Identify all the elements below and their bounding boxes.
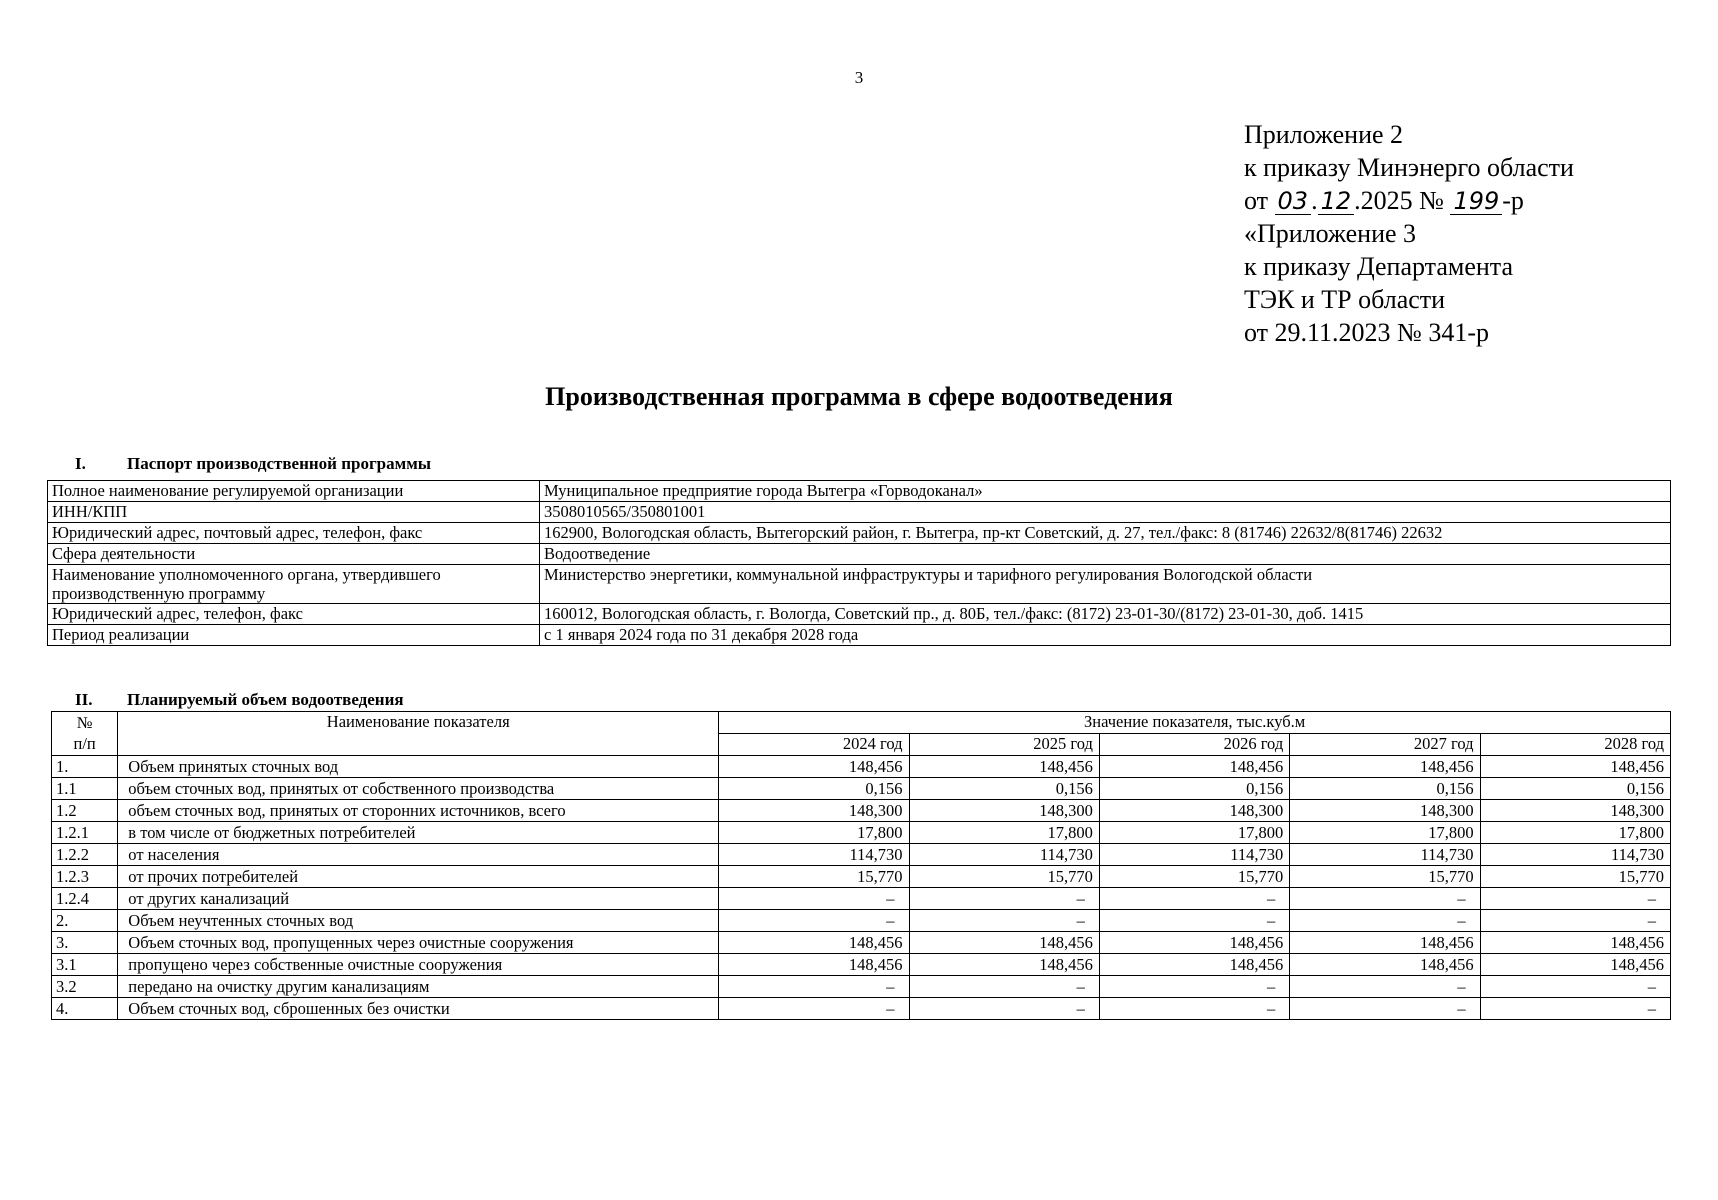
table-row <box>52 932 1671 954</box>
row-indicator-name: в том числе от бюджетных потребителей <box>118 822 719 844</box>
handwritten-day: 03 <box>1275 188 1312 215</box>
table-row <box>52 910 1671 932</box>
annex-date-prefix: от <box>1244 186 1275 215</box>
row-value: – <box>719 888 909 910</box>
row-indicator-name: объем сточных вод, принятых от сторонних источников, всего <box>118 800 719 822</box>
passport-label: Период реализации <box>48 625 540 646</box>
row-value: – <box>1290 910 1480 932</box>
row-value: 0,156 <box>909 778 1099 800</box>
row-number: 1.2.1 <box>52 822 118 844</box>
table-row <box>52 954 1671 976</box>
row-value: 114,730 <box>909 844 1099 866</box>
row-value: 148,456 <box>719 932 909 954</box>
passport-value: 3508010565/350801001 <box>540 502 1671 523</box>
volume-header-row <box>52 712 1671 734</box>
passport-row <box>48 625 1671 646</box>
row-value: 148,456 <box>1290 954 1480 976</box>
row-number: 1.2.4 <box>52 888 118 910</box>
annex-line-4: «Приложение 3 <box>1244 219 1417 248</box>
table-row <box>52 888 1671 910</box>
row-value: 0,156 <box>1099 778 1289 800</box>
row-value: 17,800 <box>1290 822 1480 844</box>
row-value: 148,300 <box>909 800 1099 822</box>
passport-label: Наименование уполномоченного органа, утвердившего производственную программу <box>48 565 540 604</box>
table-row <box>52 756 1671 778</box>
passport-value: 160012, Вологодская область, г. Вологда, Советский пр., д. 80Б, тел./факс: (8172) 23-01-30/(8172) 23-01-30, доб. 1415 <box>540 604 1671 625</box>
row-value: 114,730 <box>719 844 909 866</box>
row-value: 148,300 <box>1480 800 1670 822</box>
annex-line-1: Приложение 2 <box>1244 120 1404 149</box>
table-row <box>52 800 1671 822</box>
row-value: 148,456 <box>1099 932 1289 954</box>
col-header-year: 2025 год <box>909 734 1099 756</box>
passport-value: с 1 января 2024 года по 31 декабря 2028 года <box>540 625 1671 646</box>
section-1-title: Паспорт производственной программы <box>127 454 432 473</box>
row-value: 17,800 <box>1099 822 1289 844</box>
row-indicator-name: от населения <box>118 844 719 866</box>
row-indicator-name: от прочих потребителей <box>118 866 719 888</box>
row-number: 1.2.3 <box>52 866 118 888</box>
col-header-year: 2028 год <box>1480 734 1670 756</box>
row-value: 148,456 <box>719 756 909 778</box>
passport-label: Юридический адрес, телефон, факс <box>48 604 540 625</box>
section-2-title: Планируемый объем водоотведения <box>127 690 404 709</box>
row-number: 2. <box>52 910 118 932</box>
row-value: 148,456 <box>909 932 1099 954</box>
row-value: 15,770 <box>909 866 1099 888</box>
passport-value: Министерство энергетики, коммунальной инфраструктуры и тарифного регулирования Вологодской области <box>540 565 1671 604</box>
row-indicator-name: Объем сточных вод, сброшенных без очистки <box>118 998 719 1020</box>
row-value: 148,456 <box>1480 756 1670 778</box>
table-row <box>52 866 1671 888</box>
passport-value: Муниципальное предприятие города Вытегра «Горводоканал» <box>540 481 1671 502</box>
row-value: 0,156 <box>1290 778 1480 800</box>
section-2-number: II. <box>75 690 93 709</box>
row-value: – <box>1099 998 1289 1020</box>
section-1-number: I. <box>75 454 86 473</box>
row-value: 15,770 <box>1480 866 1670 888</box>
table-row <box>52 844 1671 866</box>
row-value: 148,300 <box>1290 800 1480 822</box>
row-value: 17,800 <box>1480 822 1670 844</box>
row-value: 114,730 <box>1099 844 1289 866</box>
col-header-number: № п/п <box>52 712 118 756</box>
row-indicator-name: объем сточных вод, принятых от собственного производства <box>118 778 719 800</box>
row-indicator-name: Объем сточных вод, пропущенных через очистные сооружения <box>118 932 719 954</box>
row-indicator-name: передано на очистку другим канализациям <box>118 976 719 998</box>
passport-row <box>48 523 1671 544</box>
row-number: 3. <box>52 932 118 954</box>
row-value: 148,456 <box>1290 932 1480 954</box>
row-value: 148,300 <box>1099 800 1289 822</box>
row-value: – <box>909 910 1099 932</box>
passport-row <box>48 502 1671 523</box>
annex-line-6: ТЭК и ТР области <box>1244 285 1446 314</box>
row-value: – <box>719 910 909 932</box>
row-value: – <box>719 976 909 998</box>
row-value: 15,770 <box>719 866 909 888</box>
passport-row <box>48 544 1671 565</box>
row-value: – <box>1290 976 1480 998</box>
row-value: 148,456 <box>719 954 909 976</box>
row-value: – <box>909 998 1099 1020</box>
row-value: – <box>1290 888 1480 910</box>
passport-label: Юридический адрес, почтовый адрес, телефон, факс <box>48 523 540 544</box>
row-indicator-name: Объем неучтенных сточных вод <box>118 910 719 932</box>
row-value: – <box>1480 998 1670 1020</box>
passport-label: Сфера деятельности <box>48 544 540 565</box>
row-value: 114,730 <box>1480 844 1670 866</box>
passport-value: Водоотведение <box>540 544 1671 565</box>
passport-label: Полное наименование регулируемой организации <box>48 481 540 502</box>
row-value: 148,456 <box>1099 756 1289 778</box>
handwritten-order-number: 199 <box>1450 188 1502 215</box>
row-number: 1.1 <box>52 778 118 800</box>
row-number: 4. <box>52 998 118 1020</box>
col-header-name: Наименование показателя <box>118 712 719 756</box>
row-value: – <box>1099 910 1289 932</box>
row-value: – <box>1290 998 1480 1020</box>
row-number: 1.2.2 <box>52 844 118 866</box>
row-value: 17,800 <box>719 822 909 844</box>
row-number: 3.2 <box>52 976 118 998</box>
row-number: 1.2 <box>52 800 118 822</box>
row-value: 15,770 <box>1290 866 1480 888</box>
annex-date-year: .2025 № <box>1354 186 1451 215</box>
row-indicator-name: от других канализаций <box>118 888 719 910</box>
passport-label: ИНН/КПП <box>48 502 540 523</box>
table-row <box>52 976 1671 998</box>
row-value: – <box>1480 976 1670 998</box>
page-number: 3 <box>854 68 864 87</box>
annex-line-2: к приказу Минэнерго области <box>1244 153 1574 182</box>
row-value: 114,730 <box>1290 844 1480 866</box>
row-value: – <box>1480 910 1670 932</box>
row-value: 148,456 <box>1480 954 1670 976</box>
passport-row <box>48 565 1671 604</box>
row-number: 3.1 <box>52 954 118 976</box>
row-value: 148,456 <box>909 954 1099 976</box>
col-header-year: 2027 год <box>1290 734 1480 756</box>
row-value: 148,456 <box>1480 932 1670 954</box>
section-1-heading <box>75 454 431 474</box>
passport-value: 162900, Вологодская область, Вытегорский район, г. Вытегра, пр-кт Советский, д. 27, тел./факс: 8 (81746) 22632/8(81746) 22632 <box>540 523 1671 544</box>
annex-line-7: от 29.11.2023 № 341-р <box>1244 318 1490 347</box>
row-value: 15,770 <box>1099 866 1289 888</box>
section-2-heading <box>75 690 404 710</box>
row-value: – <box>909 976 1099 998</box>
passport-row <box>48 481 1671 502</box>
row-value: 148,300 <box>719 800 909 822</box>
annex-date-sep: . <box>1311 186 1318 215</box>
annex-line-5: к приказу Департамента <box>1244 252 1514 281</box>
row-value: – <box>1480 888 1670 910</box>
annex-order-suffix: -р <box>1502 186 1524 215</box>
col-header-year: 2026 год <box>1099 734 1289 756</box>
row-value: 148,456 <box>909 756 1099 778</box>
row-indicator-name: пропущено через собственные очистные сооружения <box>118 954 719 976</box>
passport-row <box>48 604 1671 625</box>
annex-block <box>1244 118 1574 349</box>
table-row <box>52 822 1671 844</box>
row-value: 17,800 <box>909 822 1099 844</box>
row-value: 0,156 <box>1480 778 1670 800</box>
table-row <box>52 998 1671 1020</box>
col-header-value: Значение показателя, тыс.куб.м <box>719 712 1671 734</box>
row-indicator-name: Объем принятых сточных вод <box>118 756 719 778</box>
volume-table <box>51 711 1671 1020</box>
row-value: 148,456 <box>1290 756 1480 778</box>
table-row <box>52 778 1671 800</box>
annex-line-3 <box>1244 184 1574 217</box>
row-value: – <box>1099 888 1289 910</box>
row-value: – <box>909 888 1099 910</box>
document-title: Производственная программа в сфере водоотведения <box>545 382 1173 411</box>
row-value: 0,156 <box>719 778 909 800</box>
row-value: – <box>719 998 909 1020</box>
row-value: 148,456 <box>1099 954 1289 976</box>
col-header-year: 2024 год <box>719 734 909 756</box>
handwritten-month: 12 <box>1318 188 1355 215</box>
row-number: 1. <box>52 756 118 778</box>
passport-table <box>47 480 1671 646</box>
row-value: – <box>1099 976 1289 998</box>
